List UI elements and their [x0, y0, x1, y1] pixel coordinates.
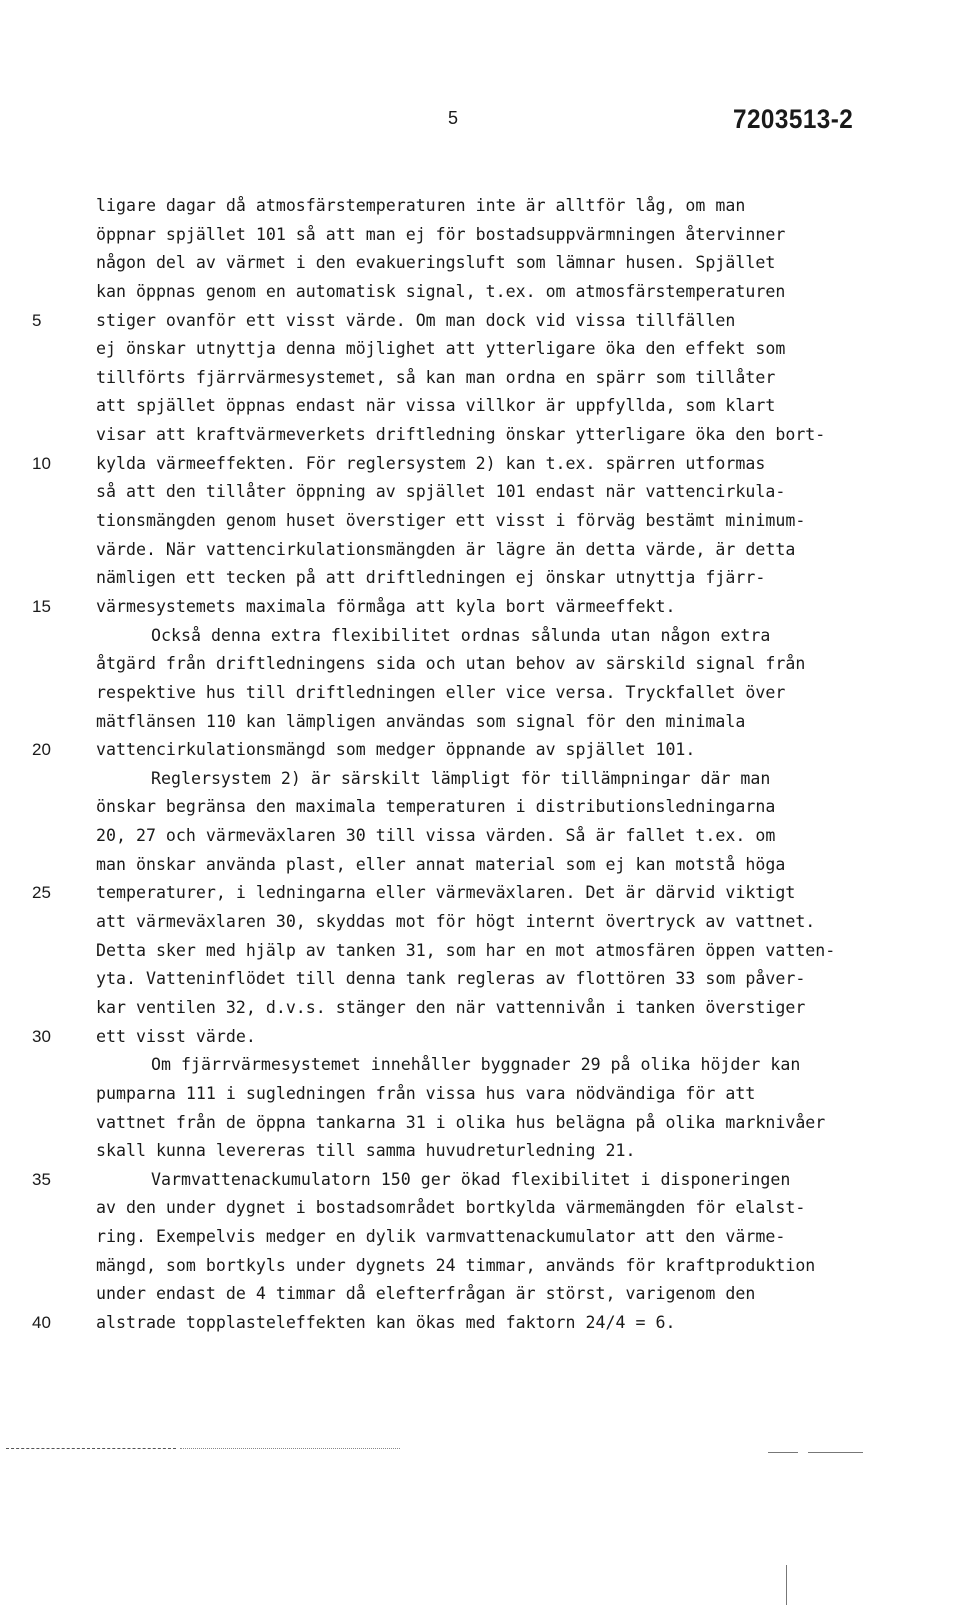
line-text: Också denna extra flexibilitet ordnas sålunda utan någon extra [151, 625, 771, 645]
text-line [0, 507, 960, 536]
line-text: nämligen ett tecken på att driftledningen ej önskar utnyttja fjärr- [96, 568, 766, 588]
line-text: Detta sker med hjälp av tanken 31, som har en mot atmosfären öppen vatten- [96, 940, 836, 960]
text-line [0, 536, 960, 565]
text-line [0, 1137, 960, 1166]
line-text: värmesystemets maximala förmåga att kyla bort värmeeffekt. [96, 596, 676, 616]
line-text: Varmvattenackumulatorn 150 ger ökad flexibilitet i disponeringen [151, 1169, 791, 1189]
footer-rule [6, 1448, 176, 1449]
line-text: ej önskar utnyttja denna möjlighet att ytterligare öka den effekt som [96, 339, 786, 359]
line-text: så att den tillåter öppning av spjället 101 endast när vattencirkula- [96, 482, 786, 502]
line-text: av den under dygnet i bostadsområdet bortkylda värmemängden för elalst- [96, 1198, 806, 1218]
line-text: ett visst värde. [96, 1026, 256, 1046]
line-text: temperaturer, i ledningarna eller värmeväxlaren. Det är därvid viktigt [96, 883, 796, 903]
body-text [0, 192, 960, 1338]
text-line [0, 192, 960, 221]
line-text: 20, 27 och värmeväxlaren 30 till vissa värden. Så är fallet t.ex. om [96, 826, 776, 846]
line-number: 10 [32, 453, 51, 473]
line-text: vattnet från de öppna tankarna 31 i olika hus belägna på olika marknivåer [96, 1112, 826, 1132]
line-text: kylda värmeeffekten. För reglersystem 2) kan t.ex. spärren utformas [96, 453, 766, 473]
line-text: respektive hus till driftledningen eller vice versa. Tryckfallet över [96, 682, 786, 702]
footer-rule-right [808, 1452, 863, 1453]
text-line [0, 335, 960, 364]
text-line [0, 564, 960, 593]
text-line [0, 478, 960, 507]
line-text: visar att kraftvärmeverkets driftledning önskar ytterligare öka den bort- [96, 425, 826, 445]
text-line [0, 851, 960, 880]
text-line [0, 1051, 960, 1080]
line-text: Reglersystem 2) är särskilt lämpligt för tillämpningar där man [151, 768, 771, 788]
text-line [0, 879, 960, 908]
text-line [0, 249, 960, 278]
line-number: 5 [32, 310, 42, 330]
text-line [0, 1194, 960, 1223]
line-text: öppnar spjället 101 så att man ej för bostadsuppvärmningen återvinner [96, 224, 786, 244]
line-text: tillförts fjärrvärmesystemet, så kan man ordna en spärr som tillåter [96, 367, 776, 387]
line-text: mätflänsen 110 kan lämpligen användas som signal för den minimala [96, 711, 746, 731]
line-text: att värmeväxlaren 30, skyddas mot för högt internt övertryck av vattnet. [96, 912, 816, 932]
line-text: under endast de 4 timmar då elefterfrågan är störst, varigenom den [96, 1284, 756, 1304]
text-line [0, 965, 960, 994]
margin-mark [786, 1565, 787, 1605]
text-line [0, 1080, 960, 1109]
line-text: önskar begränsa den maximala temperaturen i distributionsledningarna [96, 797, 776, 817]
text-line [0, 278, 960, 307]
line-number: 15 [32, 596, 51, 616]
text-line [0, 1223, 960, 1252]
text-line [0, 994, 960, 1023]
line-text: skall kunna levereras till samma huvudreturledning 21. [96, 1141, 636, 1161]
text-line [0, 450, 960, 479]
line-text: någon del av värmet i den evakueringsluft som lämnar husen. Spjället [96, 253, 776, 273]
text-line [0, 1023, 960, 1052]
text-line [0, 1280, 960, 1309]
line-text: man önskar använda plast, eller annat material som ej kan motstå höga [96, 854, 786, 874]
line-text: mängd, som bortkyls under dygnets 24 timmar, används för kraftproduktion [96, 1255, 816, 1275]
text-line [0, 307, 960, 336]
line-text: kar ventilen 32, d.v.s. stänger den när vattennivån i tanken överstiger [96, 997, 806, 1017]
text-line [0, 822, 960, 851]
text-line [0, 392, 960, 421]
text-line [0, 736, 960, 765]
line-text: kan öppnas genom en automatisk signal, t.ex. om atmosfärstemperaturen [96, 281, 786, 301]
line-number: 25 [32, 883, 51, 903]
line-text: att spjället öppnas endast när vissa villkor är uppfyllda, som klart [96, 396, 776, 416]
text-line [0, 679, 960, 708]
line-text: vattencirkulationsmängd som medger öppnande av spjället 101. [96, 740, 696, 760]
text-line [0, 908, 960, 937]
text-line [0, 1166, 960, 1195]
text-line [0, 1309, 960, 1338]
line-text: värde. När vattencirkulationsmängden är lägre än detta värde, är detta [96, 539, 796, 559]
line-number: 40 [32, 1312, 51, 1332]
line-text: ligare dagar då atmosfärstemperaturen inte är alltför låg, om man [96, 196, 746, 215]
line-text: stiger ovanför ett visst värde. Om man dock vid vissa tillfällen [96, 310, 736, 330]
document-number: 7203513-2 [733, 104, 854, 134]
text-line [0, 937, 960, 966]
text-line [0, 593, 960, 622]
text-line [0, 364, 960, 393]
text-line [0, 793, 960, 822]
text-line [0, 421, 960, 450]
text-line [0, 765, 960, 794]
text-line [0, 221, 960, 250]
text-line [0, 622, 960, 651]
line-text: alstrade topplasteleffekten kan ökas med faktorn 24/4 = 6. [96, 1312, 676, 1332]
line-text: åtgärd från driftledningens sida och utan behov av särskild signal från [96, 654, 806, 674]
text-line [0, 1252, 960, 1281]
line-text: yta. Vatteninflödet till denna tank regleras av flottören 33 som påver- [96, 969, 806, 989]
text-line [0, 650, 960, 679]
line-text: Om fjärrvärmesystemet innehåller byggnader 29 på olika höjder kan [151, 1055, 801, 1075]
line-text: tionsmängden genom huset överstiger ett visst i förväg bestämt minimum- [96, 511, 806, 531]
page-number: 5 [448, 108, 459, 128]
line-text: pumparna 111 i sugledningen från vissa hus vara nödvändiga för att [96, 1083, 756, 1103]
line-number: 35 [32, 1169, 51, 1189]
line-number: 30 [32, 1026, 51, 1046]
text-line [0, 1109, 960, 1138]
footer-rule-right [768, 1452, 798, 1453]
line-number: 20 [32, 740, 51, 760]
text-line [0, 708, 960, 737]
line-text: ring. Exempelvis medger en dylik varmvattenackumulator att den värme- [96, 1227, 786, 1247]
footer-rule-dotted [180, 1448, 400, 1449]
